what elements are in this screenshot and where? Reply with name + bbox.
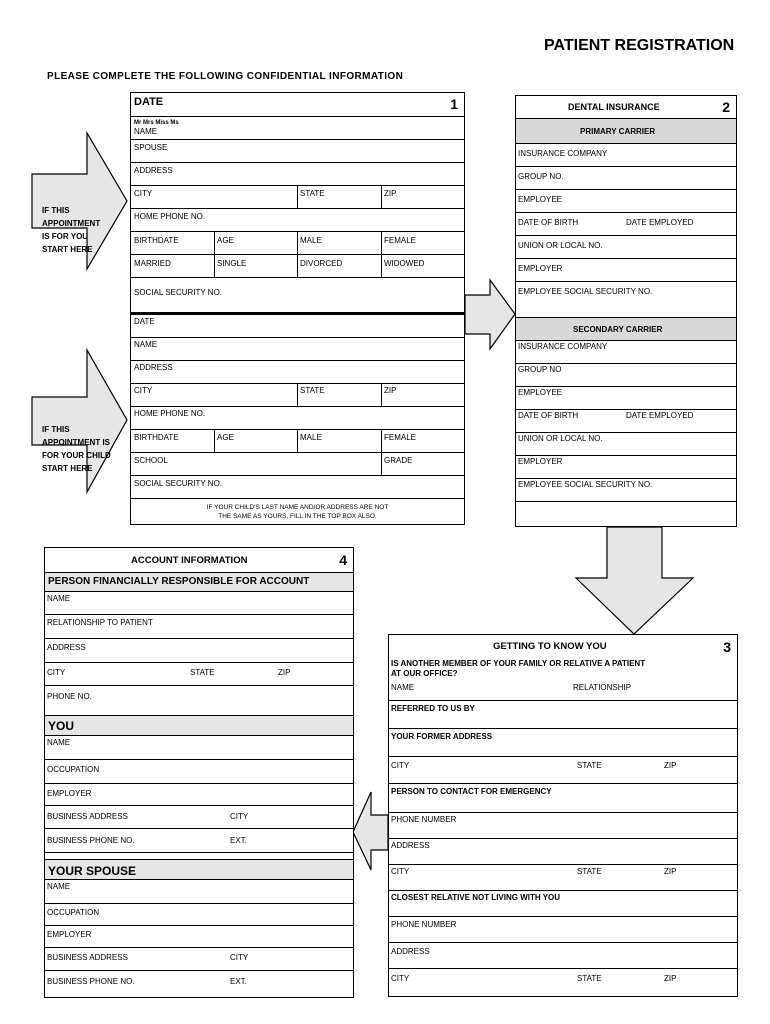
resp-relationship-label: RELATIONSHIP TO PATIENT bbox=[47, 618, 153, 627]
child-zip-label: ZIP bbox=[384, 386, 397, 395]
family-patient-question: IS ANOTHER MEMBER OF YOUR FAMILY OR RELATIVE A PATIENT AT OUR OFFICE? bbox=[391, 659, 646, 678]
getting-to-know-you-box bbox=[388, 634, 738, 997]
referred-field[interactable] bbox=[389, 701, 737, 729]
address-field[interactable] bbox=[131, 163, 464, 186]
spouse-field[interactable] bbox=[131, 140, 464, 163]
box-number: 2 bbox=[722, 99, 730, 115]
name-field[interactable] bbox=[131, 117, 464, 140]
insurance-title: DENTAL INSURANCE bbox=[568, 102, 660, 112]
child-date-label: DATE bbox=[134, 317, 155, 326]
you-bus-phone-label: BUSINESS PHONE NO. bbox=[47, 836, 135, 845]
instruction-text: PLEASE COMPLETE THE FOLLOWING CONFIDENTIAL INFORMATION bbox=[47, 71, 404, 82]
primary-employee-label: EMPLOYEE bbox=[518, 195, 563, 204]
child-name-field[interactable] bbox=[131, 338, 464, 361]
age-label: AGE bbox=[217, 236, 234, 245]
child-age-label: AGE bbox=[217, 433, 234, 442]
state-label: STATE bbox=[300, 189, 325, 198]
secondary-company-label: INSURANCE COMPANY bbox=[518, 342, 608, 351]
resp-name-label: NAME bbox=[47, 594, 71, 603]
resp-state-label: STATE bbox=[190, 668, 215, 677]
you-name-field[interactable] bbox=[45, 736, 353, 760]
emergency-address-label: ADDRESS bbox=[391, 841, 430, 850]
single-label[interactable]: SINGLE bbox=[217, 259, 247, 268]
married-label[interactable]: MARRIED bbox=[134, 259, 171, 268]
getting-title: GETTING TO KNOW YOU bbox=[493, 641, 607, 652]
spouse-occupation-label: OCCUPATION bbox=[47, 908, 100, 917]
referred-label: REFERRED TO US BY bbox=[391, 704, 475, 713]
child-address-label: ADDRESS bbox=[134, 363, 173, 372]
emergency-city-label: CITY bbox=[391, 867, 410, 876]
primary-employee-field[interactable] bbox=[516, 190, 736, 213]
emergency-phone-label: PHONE NUMBER bbox=[391, 815, 457, 824]
primary-employer-label: EMPLOYER bbox=[518, 264, 563, 273]
spouse-bus-address-label: BUSINESS ADDRESS bbox=[47, 953, 128, 962]
grade-label: GRADE bbox=[384, 456, 413, 465]
divorced-label[interactable]: DIVORCED bbox=[300, 259, 343, 268]
city-label: CITY bbox=[134, 189, 153, 198]
spouse-city-label: CITY bbox=[230, 953, 249, 962]
you-name-label: NAME bbox=[47, 738, 71, 747]
you-occupation-field[interactable] bbox=[45, 760, 353, 784]
relative-field[interactable] bbox=[389, 891, 737, 917]
secondary-ssn-field[interactable] bbox=[516, 479, 736, 502]
home-phone-label: HOME PHONE NO. bbox=[134, 212, 206, 221]
female-label[interactable]: FEMALE bbox=[384, 236, 417, 245]
responsible-header: PERSON FINANCIALLY RESPONSIBLE FOR ACCOUNT bbox=[48, 576, 310, 587]
resp-address-label: ADDRESS bbox=[47, 643, 86, 652]
child-date-field[interactable] bbox=[131, 315, 464, 338]
titles-label: Mr Mrs Miss Ms bbox=[134, 120, 179, 126]
child-note: IF YOUR CHILD'S LAST NAME AND/OR ADDRESS ARE NOT THE SAME AS YOURS, FILL IN THE TOP BOX ALSO. bbox=[206, 504, 389, 520]
spouse-name-label: NAME bbox=[47, 882, 71, 891]
secondary-group-label: GROUP NO bbox=[518, 365, 562, 374]
spouse-name-field[interactable] bbox=[45, 880, 353, 904]
secondary-union-label: UNION OR LOCAL NO. bbox=[518, 434, 603, 443]
patient-info-box bbox=[130, 92, 465, 525]
child-state-label: STATE bbox=[300, 386, 325, 395]
relative-zip-label: ZIP bbox=[664, 974, 677, 983]
male-label[interactable]: MALE bbox=[300, 236, 322, 245]
emergency-phone-field[interactable] bbox=[389, 813, 737, 839]
arrow-to-insurance bbox=[465, 280, 515, 349]
primary-union-field[interactable] bbox=[516, 236, 736, 259]
relative-label: CLOSEST RELATIVE NOT LIVING WITH YOU bbox=[391, 893, 561, 902]
emergency-state-label: STATE bbox=[577, 867, 602, 876]
you-occupation-label: OCCUPATION bbox=[47, 765, 100, 774]
relative-city-label: CITY bbox=[391, 974, 410, 983]
box-number: 3 bbox=[723, 639, 731, 655]
arrow-down-to-getting bbox=[576, 527, 693, 634]
you-employer-field[interactable] bbox=[45, 784, 353, 806]
page-title: PATIENT REGISTRATION bbox=[544, 37, 735, 54]
primary-group-label: GROUP NO. bbox=[518, 172, 564, 181]
secondary-employee-label: EMPLOYEE bbox=[518, 388, 563, 397]
former-address-field[interactable] bbox=[389, 729, 737, 757]
spouse-header: YOUR SPOUSE bbox=[48, 864, 137, 878]
you-employer-label: EMPLOYER bbox=[47, 789, 92, 798]
child-birthdate-label: BIRTHDATE bbox=[134, 433, 179, 442]
account-info-box bbox=[44, 547, 354, 998]
secondary-carrier-header: SECONDARY CARRIER bbox=[573, 325, 663, 334]
home-phone-field[interactable] bbox=[131, 209, 464, 232]
primary-group-field[interactable] bbox=[516, 167, 736, 190]
box-number: 4 bbox=[339, 552, 347, 568]
resp-name-field[interactable] bbox=[45, 592, 353, 615]
emergency-address-field[interactable] bbox=[389, 839, 737, 865]
child-home-phone-label: HOME PHONE NO. bbox=[134, 409, 206, 418]
ssn-label: SOCIAL SECURITY NO. bbox=[134, 288, 223, 297]
primary-company-label: INSURANCE COMPANY bbox=[518, 149, 608, 158]
resp-relationship-field[interactable] bbox=[45, 615, 353, 639]
secondary-employer-label: EMPLOYER bbox=[518, 457, 563, 466]
resp-phone-label: PHONE NO. bbox=[47, 692, 92, 701]
resp-phone-field[interactable] bbox=[45, 686, 353, 716]
address-label: ADDRESS bbox=[134, 166, 173, 175]
family-relationship-label: RELATIONSHIP bbox=[573, 683, 632, 692]
school-label: SCHOOL bbox=[134, 456, 168, 465]
arrow-to-account bbox=[353, 792, 388, 870]
secondary-employer-field[interactable] bbox=[516, 456, 736, 479]
spouse-label: SPOUSE bbox=[134, 143, 168, 152]
primary-union-label: UNION OR LOCAL NO. bbox=[518, 241, 603, 250]
primary-ssn-field[interactable] bbox=[516, 282, 736, 318]
primary-company-field[interactable] bbox=[516, 144, 736, 167]
primary-dob-label: DATE OF BIRTH bbox=[518, 218, 579, 227]
primary-ssn-label: EMPLOYEE SOCIAL SECURITY NO. bbox=[518, 287, 653, 296]
child-name-label: NAME bbox=[134, 340, 158, 349]
former-address-label: YOUR FORMER ADDRESS bbox=[391, 732, 493, 741]
former-city-label: CITY bbox=[391, 761, 410, 770]
name-label: NAME bbox=[134, 127, 158, 136]
secondary-union-field[interactable] bbox=[516, 433, 736, 456]
child-ssn-label: SOCIAL SECURITY NO. bbox=[134, 479, 223, 488]
emergency-zip-label: ZIP bbox=[664, 867, 677, 876]
relative-address-label: ADDRESS bbox=[391, 947, 430, 956]
secondary-employee-field[interactable] bbox=[516, 387, 736, 410]
secondary-group-field[interactable] bbox=[516, 364, 736, 387]
former-zip-label: ZIP bbox=[664, 761, 677, 770]
primary-employer-field[interactable] bbox=[516, 259, 736, 282]
you-bus-address-label: BUSINESS ADDRESS bbox=[47, 812, 128, 821]
arrow-child-text: IF THIS APPOINTMENT IS FOR YOUR CHILD START HERE bbox=[42, 425, 111, 473]
spouse-ext-label: EXT. bbox=[230, 977, 247, 986]
relative-state-label: STATE bbox=[577, 974, 602, 983]
relative-phone-field[interactable] bbox=[389, 917, 737, 943]
resp-zip-label: ZIP bbox=[278, 668, 291, 677]
resp-address-field[interactable] bbox=[45, 639, 353, 663]
child-city-label: CITY bbox=[134, 386, 153, 395]
you-city-label: CITY bbox=[230, 812, 249, 821]
spouse-employer-label: EMPLOYER bbox=[47, 930, 92, 939]
spouse-bus-phone-label: BUSINESS PHONE NO. bbox=[47, 977, 135, 986]
dental-insurance-box bbox=[515, 95, 737, 527]
arrow-self-text: IF THIS APPOINTMENT IS FOR YOU START HERE bbox=[42, 206, 101, 254]
secondary-employed-label: DATE EMPLOYED bbox=[626, 411, 694, 420]
resp-city-label: CITY bbox=[47, 668, 66, 677]
family-name-label: NAME bbox=[391, 683, 415, 692]
date-label: DATE bbox=[134, 96, 164, 108]
child-ssn-field[interactable] bbox=[131, 476, 464, 499]
box-number: 1 bbox=[450, 96, 458, 112]
child-female-label[interactable]: FEMALE bbox=[384, 433, 417, 442]
you-ext-label: EXT. bbox=[230, 836, 247, 845]
primary-carrier-header: PRIMARY CARRIER bbox=[580, 127, 656, 136]
account-title: ACCOUNT INFORMATION bbox=[131, 555, 248, 566]
zip-label: ZIP bbox=[384, 189, 397, 198]
emergency-field[interactable] bbox=[389, 784, 737, 813]
child-male-label[interactable]: MALE bbox=[300, 433, 322, 442]
secondary-ssn-label: EMPLOYEE SOCIAL SECURITY NO. bbox=[518, 480, 653, 489]
secondary-company-field[interactable] bbox=[516, 341, 736, 364]
relative-phone-label: PHONE NUMBER bbox=[391, 920, 457, 929]
former-state-label: STATE bbox=[577, 761, 602, 770]
emergency-label: PERSON TO CONTACT FOR EMERGENCY bbox=[391, 787, 552, 796]
spouse-employer-field[interactable] bbox=[45, 926, 353, 948]
ssn-field[interactable] bbox=[131, 278, 464, 315]
you-header: YOU bbox=[48, 719, 75, 733]
relative-address-field[interactable] bbox=[389, 943, 737, 969]
primary-employed-label: DATE EMPLOYED bbox=[626, 218, 694, 227]
birthdate-label: BIRTHDATE bbox=[134, 236, 179, 245]
spouse-occupation-field[interactable] bbox=[45, 904, 353, 926]
secondary-dob-label: DATE OF BIRTH bbox=[518, 411, 579, 420]
child-address-field[interactable] bbox=[131, 361, 464, 384]
widowed-label[interactable]: WIDOWED bbox=[384, 259, 425, 268]
child-home-phone-field[interactable] bbox=[131, 407, 464, 430]
